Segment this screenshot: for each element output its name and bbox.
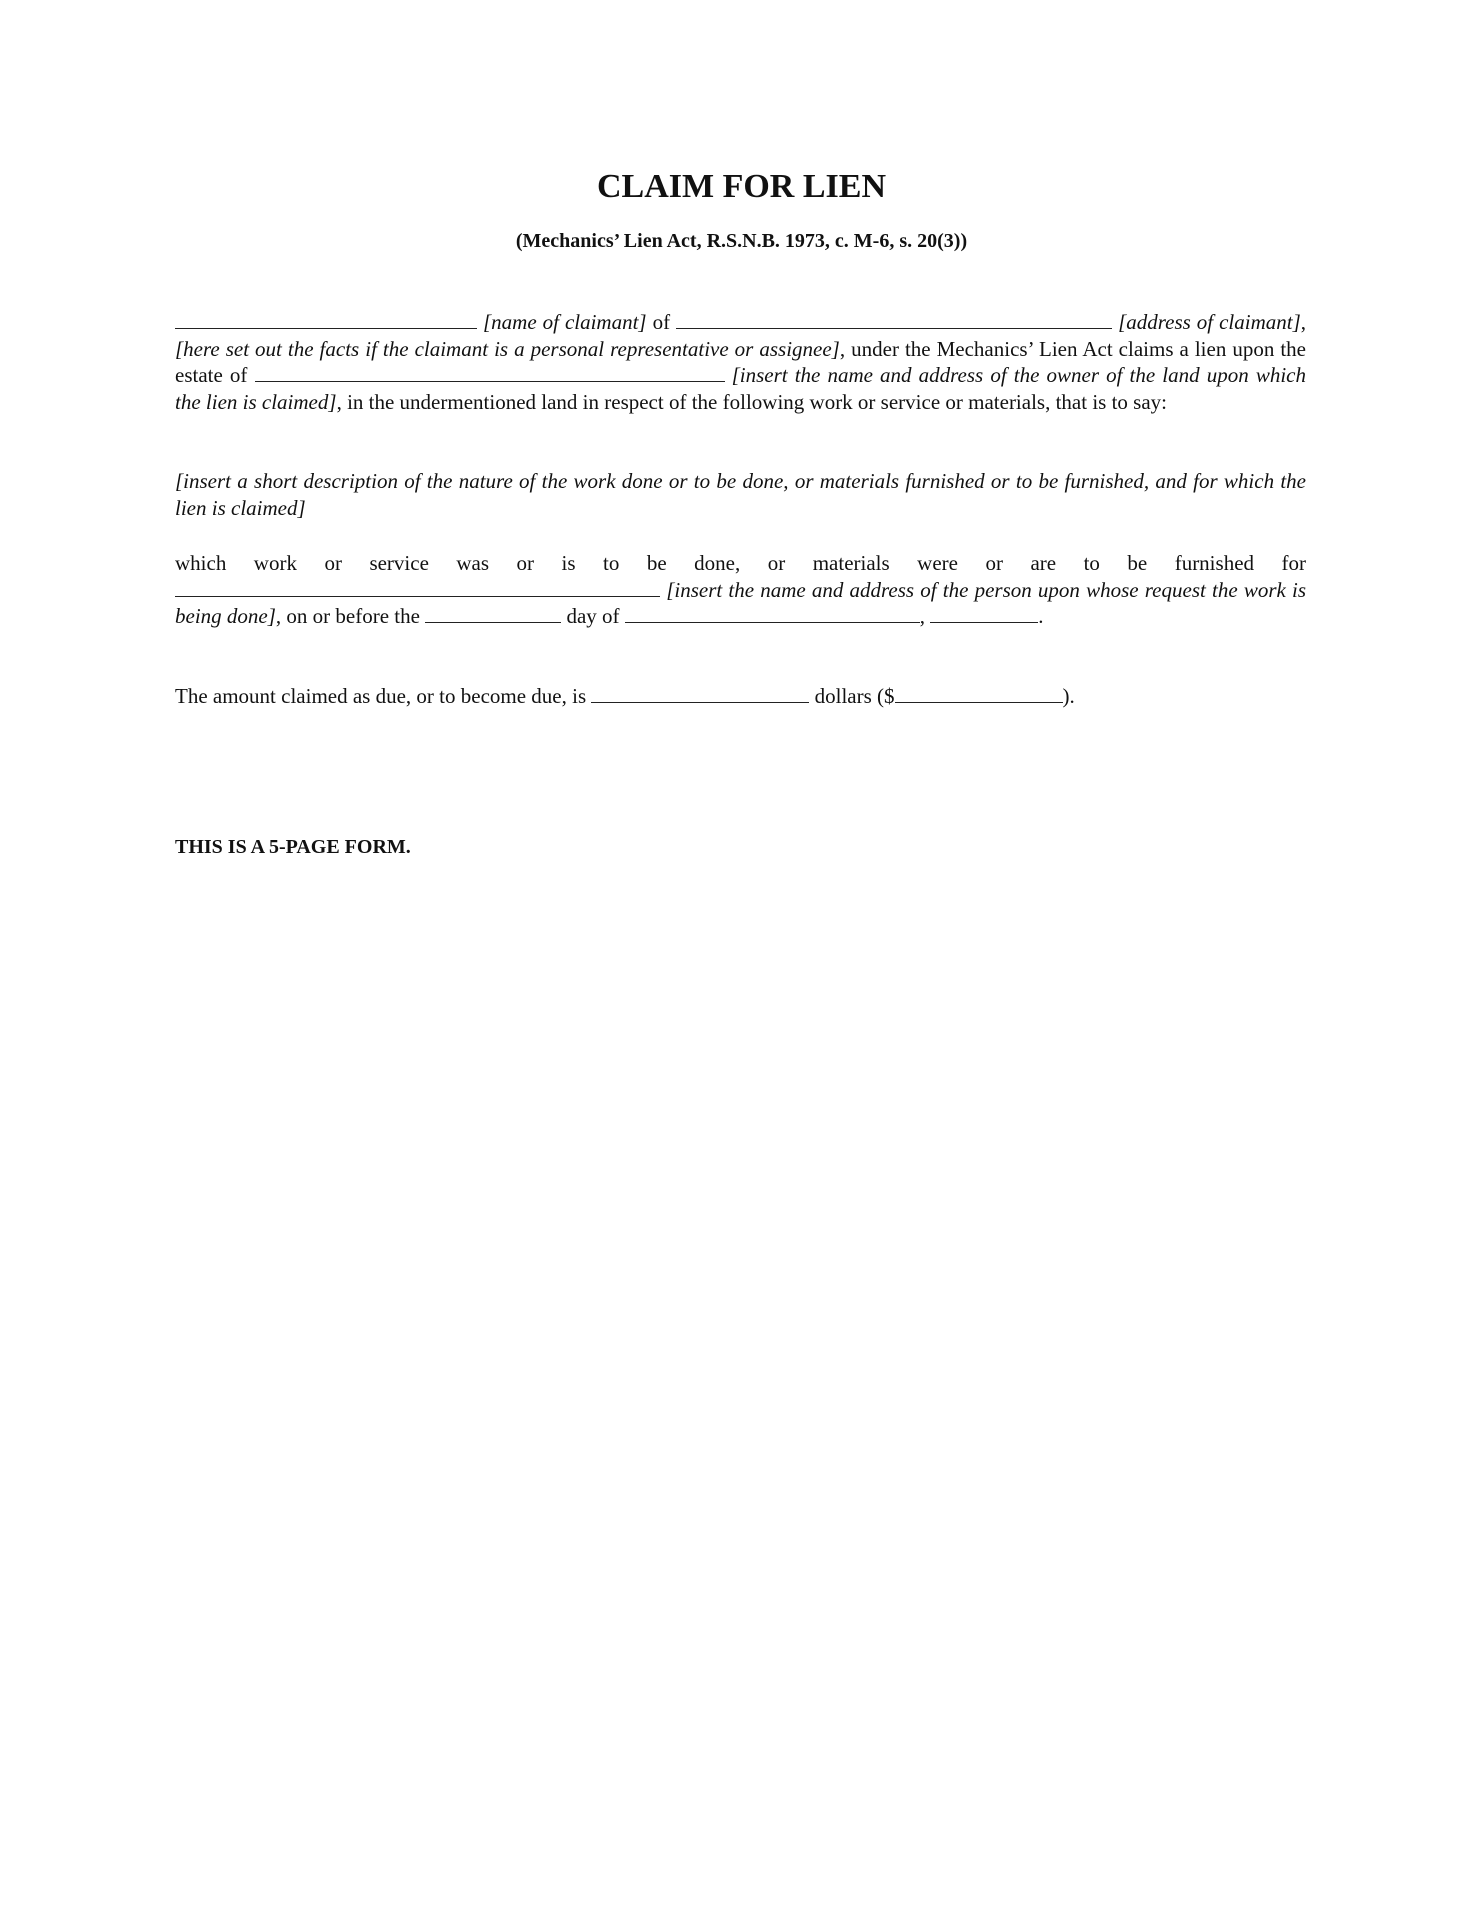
requester-blank[interactable] [175,578,660,597]
document-title: CLAIM FOR LIEN [596,168,887,205]
page-count-notice: THIS IS A 5-PAGE FORM. [175,836,411,858]
day-blank[interactable] [425,604,561,623]
text: ). [1062,684,1075,708]
instruction: [insert the name and address of the owner of the land upon which the lien is claimed] [175,363,1307,414]
amount-words-blank[interactable] [591,684,809,703]
work-paragraph [175,550,1306,630]
amount-figures-blank[interactable] [895,684,1063,703]
claimant-address-blank[interactable] [676,310,1112,329]
text: dollars ($ [809,684,895,708]
description-instruction [175,468,1306,521]
text: , in the undermentioned land in respect of the following work or service or materials, that is to say: [336,389,1168,414]
instruction: [here set out the facts if the claimant is a personal representative or assignee] [175,336,840,361]
month-blank[interactable] [625,604,920,623]
instruction: [insert a short description of the nature of the work done or to be done, or materials furnished or to be furnished, and for which the lien is claimed] [175,469,1306,520]
owner-blank[interactable] [255,363,725,382]
text: The amount claimed as due, or to become due, is [175,684,592,708]
instruction: [insert the name and address of the person upon whose request the work is being done] [175,577,1307,629]
document-subtitle: (Mechanics’ Lien Act, R.S.N.B. 1973, c. M-6, s. 20(3)) [515,230,968,252]
text: . [1038,604,1044,629]
text: of [646,310,677,334]
text: , on or before the [275,604,426,629]
claim-paragraph [175,309,1306,415]
instruction: [name of claimant] [482,310,647,334]
instruction: [address of claimant] [1118,310,1301,334]
amount-paragraph [175,683,1306,710]
year-blank[interactable] [930,604,1038,623]
text: , [1300,310,1307,334]
text: , [919,604,931,629]
text: day of [561,604,625,629]
claimant-name-blank[interactable] [175,310,477,329]
text: , under the Mechanics’ Lien Act claims a lien upon the estate of [175,336,1306,388]
text: which work or service was or is to be done, or materials were or are to be furnished for [175,551,1306,575]
